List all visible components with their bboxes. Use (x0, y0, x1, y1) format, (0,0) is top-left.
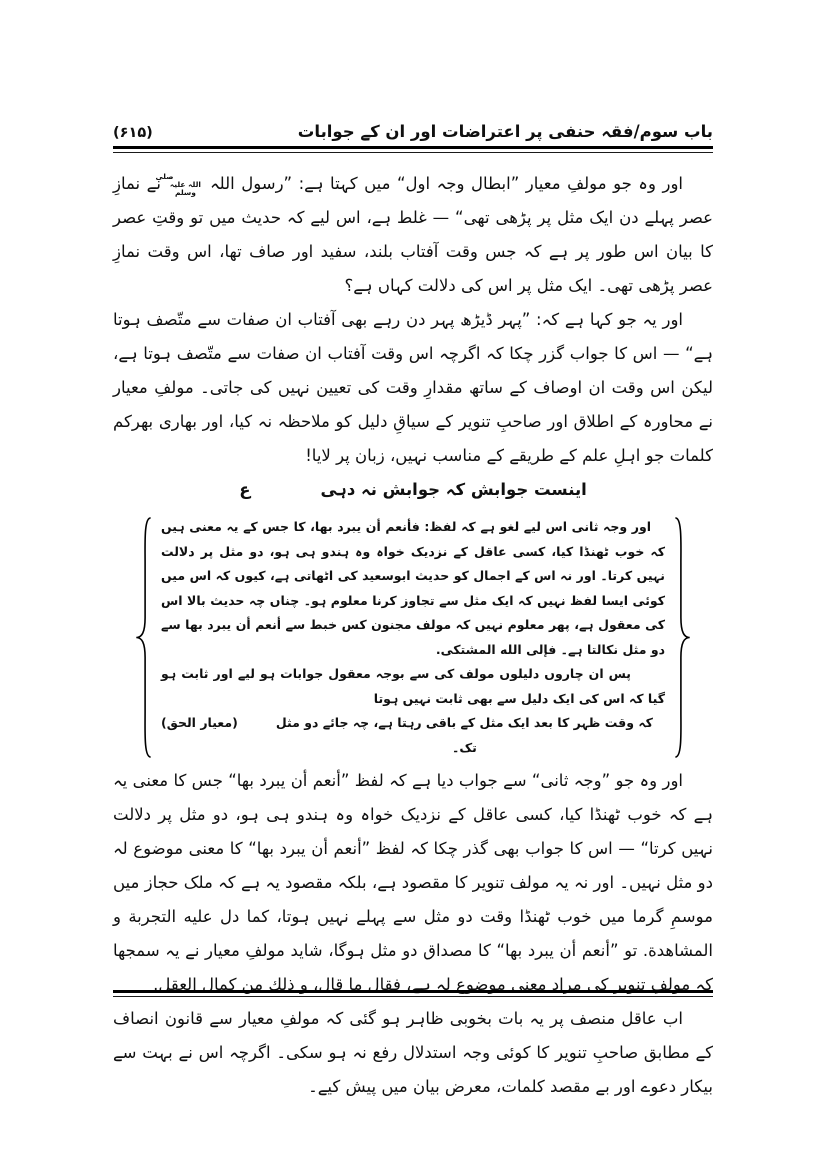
note-last-line (161, 711, 665, 760)
bracketed-note-text (155, 513, 671, 762)
header-divider (113, 146, 713, 153)
paragraph-1 (113, 167, 713, 303)
curly-brace-left-icon (133, 513, 155, 762)
bracketed-note (133, 513, 693, 762)
honorific-sallallahu-alayhi-wasallam: صلی اللہ علیہ وسلم (155, 171, 201, 197)
footer-divider (113, 990, 713, 997)
paragraph-1-text-start: اور وہ جو مولفِ معیار ”ابطال وجہ اول“ میں کہتا ہے: ”رسول اللہ (209, 174, 683, 193)
page-header (113, 122, 713, 141)
curly-brace-right-icon (671, 513, 693, 762)
verse-text: اینست جوابش کہ جوابش نہ دہی (320, 480, 587, 499)
paragraph-2 (113, 303, 713, 473)
verse-line (113, 473, 713, 507)
note-part-2: پس ان چاروں دلیلوں مولف کی سے بوجہ معقول جوابات ہو لیے اور ثابت ہو گیا کہ اس کی ایک دلیل سے بھی ثابت نہیں ہوتا (161, 666, 665, 706)
chapter-title: باب سوم/فقہ حنفی پر اعتراضات اور ان کے جوابات (297, 122, 713, 141)
paragraph-3 (113, 764, 713, 1002)
verse-marker: ع (239, 480, 251, 499)
paragraph-3-text: اور وہ جو ”وجہ ثانی“ سے جواب دیا ہے کہ لفظ ”أنعم أن يبرد بها“ جس کا معنی یہ ہے کہ خوب ٹھنڈا کیا، کسی عاقل کے نزدیک خواہ وہ ہندو ہی ہو، دو مثل پر دلالت نہیں کرتا“ — اس کا جواب بھی گذر چکا کہ لفظ ”أنعم أن يبرد بها“ کا معنی موضوع لہ دو مثل نہیں۔ اور نہ یہ مولف تنویر کا مقصود ہے، بلکہ مقصود یہ ہے کہ ملک حجاز میں موسمِ گرما میں خوب ٹھنڈا وقت دو مثل سے پہلے نہیں ہوتا، كما دل عليه التجربة و المشاهدة. تو ”أنعم أن يبرد بها“ کا مصداق دو مثل ہوگا، شاید مولفِ معیار نے یہ سمجھا کہ مولفِ تنویر کی مراد معنی موضوع لہ ہے، فقال ما قال، و ذلك من كمال العقل. (113, 771, 713, 994)
paragraph-4-text: اب عاقل منصف پر یہ بات بخوبی ظاہر ہو گئی کہ مولفِ معیار سے قانون انصاف کے مطابق صاحبِ تنویر کا کوئی وجہ استدلال رفع نہ ہو سکی۔ اگرچہ اس نے بہت سے بیکار دعوے اور بے مقصد کلمات، معرض بیان میں پیش کیے۔ (113, 1009, 713, 1096)
body-text (113, 167, 713, 1104)
page-content (113, 0, 713, 1104)
note-part-3: کہ وقت ظہر کا بعد ایک مثل کے باقی رہتا ہے، چہ جائے دو مثل تک۔ (275, 715, 653, 755)
note-part-1: اور وجہ ثانی اس لیے لغو ہے کہ لفظ: فأنعم أن يبرد بها، کا جس کے یہ معنی ہیں کہ خوب ٹھنڈا کیا، کسی عاقل کے نزدیک خواہ وہ ہندو ہی ہو، دو مثل پر دلالت نہیں کرتا۔ اور نہ اس کے اجمال کو حدیث ابوسعید کی اٹھاتی ہے، کیوں کہ اس میں کوئی ایسا لفظ نہیں کہ ایک مثل سے تجاوز کرنا معلوم ہو۔ چناں چہ حدیث بالا اس کی معقول ہے، پھر معلوم نہیں کہ مولف مجنون کس خبط سے أنعم أن يبرد بها سے دو مثل نکالتا ہے۔ فإلى الله المشتكى. (161, 519, 665, 657)
note-attribution: (معیار الحق) (161, 715, 238, 730)
paragraph-2-text: اور یہ جو کہا ہے کہ: ”پہر ڈیڑھ پہر دن رہے بھی آفتاب ان صفات سے متّصف ہوتا ہے“ — اس کا جواب گزر چکا کہ اگرچہ اس وقت آفتاب ان صفات سے متّصف ہوتا ہے، لیکن اس وقت ان اوصاف کے ساتھ مقدارِ وقت کی تعیین نہیں کی جاتی۔ مولفِ معیار نے محاورہ کے اطلاق اور صاحبِ تنویر کے سیاقِ دلیل کو ملاحظہ نہ کیا، اور بھاری بھرکم کلمات جو اہلِ علم کے طریقے کے مناسب نہیں، زبان پر لایا! (113, 310, 713, 465)
paragraph-4 (113, 1002, 713, 1104)
page-number: (۶۱۵) (113, 125, 153, 141)
paragraph-1-text-end: نے نمازِ عصر پہلے دن ایک مثل پر پڑھی تھی“ — غلط ہے، اس لیے کہ حدیث میں تو وقتِ عصر کا بیان اس طور پر ہے کہ جس وقت آفتاب بلند، سفید اور صاف تھا، اس وقت نمازِ عصر پڑھی تھی۔ ایک مثل پر اس کی دلالت کہاں ہے؟ (113, 174, 713, 295)
